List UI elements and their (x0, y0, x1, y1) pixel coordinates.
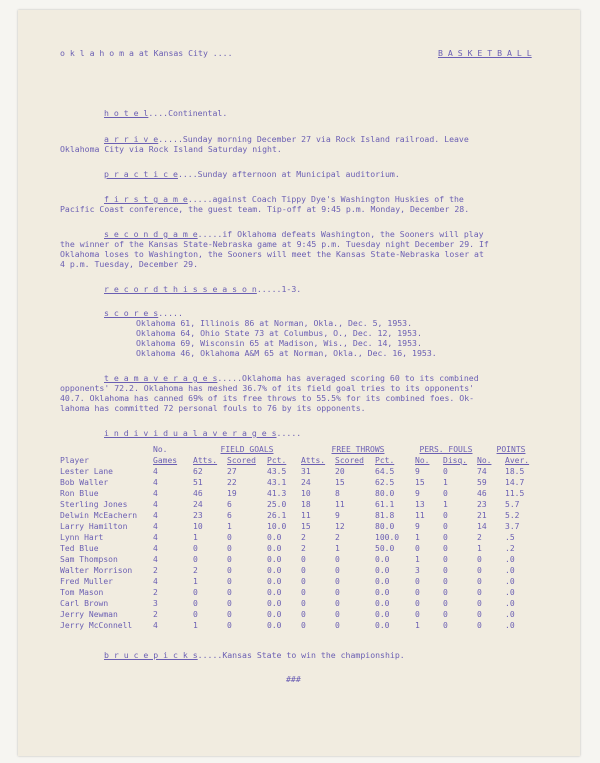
ft-atts-cell: 0 (301, 577, 306, 586)
table-row (60, 554, 545, 565)
ft-pct-cell: 80.0 (375, 522, 395, 531)
ft-atts-cell: 2 (301, 533, 306, 542)
fg-scored-cell: 22 (227, 478, 237, 487)
fg-scored-cell: 27 (227, 467, 237, 476)
header-right: B A S K E T B A L L (438, 48, 532, 58)
pf-no-cell: 1 (415, 555, 420, 564)
fg-pct-cell: 43.1 (267, 478, 287, 487)
second-game-line-2: the winner of the Kansas State-Nebraska game at 9:45 p.m. Tuesday night December 29. If (60, 239, 489, 249)
score-item: Oklahoma 46, Oklahoma A&M 65 at Norman, Okla., Dec. 16, 1953. (136, 348, 437, 358)
player-cell: Walter Morrison (60, 566, 133, 575)
pf-disq-header: Disq. (443, 456, 468, 465)
ft-atts-cell: 11 (301, 511, 311, 520)
fg-atts-cell: 23 (193, 511, 203, 520)
pf-disq-cell: 1 (443, 478, 448, 487)
pf-no-cell: 0 (415, 544, 420, 553)
record-line: r e c o r d t h i s s e a s o n.....1-3. (104, 284, 302, 294)
ft-scored-cell: 9 (335, 511, 340, 520)
pts-no-cell: 74 (477, 467, 487, 476)
bruce-picks-label: b r u c e p i c k s (104, 650, 198, 660)
end-mark: ### (286, 674, 301, 684)
games-cell: 4 (153, 555, 158, 564)
pts-aver-cell: 14.7 (505, 478, 525, 487)
team-averages-line-3: 40.7. Oklahoma has canned 69% of its free throws to 55.5% for its combined foes. Ok- (60, 393, 475, 403)
games-cell: 4 (153, 533, 158, 542)
fg-atts-cell: 24 (193, 500, 203, 509)
pts-no-cell: 0 (477, 599, 482, 608)
ft-pct-cell: 0.0 (375, 599, 390, 608)
player-cell: Fred Muller (60, 577, 113, 586)
fg-pct-header: Pct. (267, 456, 287, 465)
pts-aver-cell: .0 (505, 566, 515, 575)
games-cell: 4 (153, 544, 158, 553)
ft-scored-cell: 12 (335, 522, 345, 531)
table-row (60, 565, 545, 576)
ft-atts-cell: 18 (301, 500, 311, 509)
ft-scored-cell: 0 (335, 610, 340, 619)
games-cell: 4 (153, 522, 158, 531)
ft-scored-cell: 0 (335, 577, 340, 586)
fg-pct-cell: 0.0 (267, 588, 282, 597)
pts-no-cell: 23 (477, 500, 487, 509)
score-item: Oklahoma 61, Illinois 86 at Norman, Okla., Dec. 5, 1953. (136, 318, 413, 328)
table-row (60, 477, 545, 488)
pf-no-cell: 0 (415, 610, 420, 619)
second-game-line-3: Oklahoma loses to Washington, the Sooners will meet the Kansas State-Nebraska loser at (60, 249, 484, 259)
team-averages-line-1: t e a m a v e r a g e s.....Oklahoma has averaged scoring 60 to its combined (104, 373, 479, 383)
games-cell: 4 (153, 511, 158, 520)
ft-atts-header: Atts. (301, 456, 326, 465)
player-cell: Sam Thompson (60, 555, 118, 564)
ft-pct-cell: 64.5 (375, 467, 395, 476)
games-cell: 3 (153, 599, 158, 608)
fg-scored-cell: 0 (227, 599, 232, 608)
fg-scored-cell: 0 (227, 555, 232, 564)
pts-no-cell: 0 (477, 588, 482, 597)
pf-disq-cell: 0 (443, 610, 448, 619)
fg-scored-cell: 6 (227, 500, 232, 509)
pf-disq-cell: 0 (443, 588, 448, 597)
fg-pct-cell: 0.0 (267, 555, 282, 564)
individual-averages-line: i n d i v i d u a l a v e r a g e s..... (104, 428, 302, 438)
score-item: Oklahoma 69, Wisconsin 65 at Madison, Wis., Dec. 14, 1953. (136, 338, 422, 348)
pf-disq-cell: 0 (443, 467, 448, 476)
pf-disq-cell: 0 (443, 621, 448, 630)
fg-scored-cell: 0 (227, 577, 232, 586)
games-cell: 2 (153, 588, 158, 597)
ft-atts-cell: 0 (301, 566, 306, 575)
table-row (60, 488, 545, 499)
games-cell: 2 (153, 566, 158, 575)
pts-no-cell: 2 (477, 533, 482, 542)
individual-stats-table (60, 444, 545, 631)
fg-pct-cell: 0.0 (267, 599, 282, 608)
ft-pct-cell: 61.1 (375, 500, 395, 509)
fg-scored-cell: 0 (227, 588, 232, 597)
second-game-line-4: 4 p.m. Tuesday, December 29. (60, 259, 199, 269)
individual-averages-label: i n d i v i d u a l a v e r a g e s (104, 428, 277, 438)
pts-aver-cell: .0 (505, 599, 515, 608)
table-row (60, 609, 545, 620)
ft-atts-cell: 24 (301, 478, 311, 487)
pf-no-cell: 9 (415, 522, 420, 531)
games-cell: 2 (153, 610, 158, 619)
fg-scored-cell: 6 (227, 511, 232, 520)
hotel-line: h o t e l....Continental. (104, 108, 228, 118)
pts-aver-cell: .2 (505, 544, 515, 553)
fg-scored-cell: 0 (227, 566, 232, 575)
pts-aver-cell: .0 (505, 588, 515, 597)
free-throws-header: FREE THROWS (331, 445, 385, 454)
games-header: Games (153, 456, 178, 465)
pts-aver-cell: 5.2 (505, 511, 520, 520)
personal-fouls-header: PERS. FOULS (419, 445, 473, 454)
fg-pct-cell: 0.0 (267, 533, 282, 542)
pts-no-cell: 1 (477, 544, 482, 553)
ft-atts-cell: 31 (301, 467, 311, 476)
practice-label: p r a c t i c e (104, 169, 178, 179)
ft-atts-cell: 0 (301, 588, 306, 597)
ft-scored-cell: 0 (335, 566, 340, 575)
pf-disq-cell: 0 (443, 522, 448, 531)
bruce-picks-line: b r u c e p i c k s.....Kansas State to win the championship. (104, 650, 405, 660)
pf-disq-cell: 1 (443, 500, 448, 509)
pf-no-cell: 1 (415, 533, 420, 542)
team-averages-line-4: lahoma has committed 72 personal fouls to 76 by its opponents. (60, 403, 366, 413)
ft-scored-cell: 1 (335, 544, 340, 553)
pf-no-cell: 13 (415, 500, 425, 509)
player-cell: Ron Blue (60, 489, 99, 498)
pts-aver-cell: 5.7 (505, 500, 520, 509)
pf-no-cell: 9 (415, 489, 420, 498)
document-page (18, 10, 580, 756)
scores-line: s c o r e s..... (104, 308, 183, 318)
fg-atts-cell: 1 (193, 533, 198, 542)
score-item: Oklahoma 64, Ohio State 73 at Columbus, O., Dec. 12, 1953. (136, 328, 422, 338)
pf-disq-cell: 0 (443, 599, 448, 608)
player-cell: Ted Blue (60, 544, 99, 553)
fg-atts-cell: 10 (193, 522, 203, 531)
arrive-line-1: a r r i v e.....Sunday morning December 27 via Rock Island railroad. Leave (104, 134, 469, 144)
team-averages-label: t e a m a v e r a g e s (104, 373, 218, 383)
table-row (60, 587, 545, 598)
pts-no-cell: 0 (477, 555, 482, 564)
player-cell: Carl Brown (60, 599, 109, 608)
second-game-label: s e c o n d g a m e (104, 229, 198, 239)
ft-pct-cell: 0.0 (375, 610, 390, 619)
fg-atts-cell: 0 (193, 544, 198, 553)
fg-scored-cell: 0 (227, 533, 232, 542)
games-cell: 4 (153, 621, 158, 630)
ft-scored-cell: 20 (335, 467, 345, 476)
player-cell: Bob Waller (60, 478, 109, 487)
fg-pct-cell: 0.0 (267, 566, 282, 575)
pf-disq-cell: 0 (443, 577, 448, 586)
team-averages-line-2: opponents' 72.2. Oklahoma has meshed 36.7% of its field goal tries to its opponents' (60, 383, 475, 393)
points-header: POINTS (496, 445, 526, 454)
pf-no-cell: 0 (415, 599, 420, 608)
fg-scored-cell: 1 (227, 522, 232, 531)
pf-no-cell: 1 (415, 621, 420, 630)
fg-atts-cell: 51 (193, 478, 203, 487)
pts-no-cell: 0 (477, 566, 482, 575)
fg-pct-cell: 0.0 (267, 621, 282, 630)
record-label: r e c o r d t h i s s e a s o n (104, 284, 257, 294)
ft-scored-cell: 11 (335, 500, 345, 509)
first-game-line-2: Pacific Coast conference, the guest team. Tip-off at 9:45 p.m. Monday, December 28. (60, 204, 470, 214)
fg-pct-cell: 0.0 (267, 610, 282, 619)
fg-pct-cell: 0.0 (267, 544, 282, 553)
fg-pct-cell: 10.0 (267, 522, 287, 531)
fg-atts-cell: 0 (193, 610, 198, 619)
table-row (60, 466, 545, 477)
player-cell: Lester Lane (60, 467, 113, 476)
table-row (60, 532, 545, 543)
pf-disq-cell: 0 (443, 566, 448, 575)
player-cell: Delwin McEachern (60, 511, 138, 520)
no-header: No. (153, 445, 168, 454)
ft-scored-cell: 0 (335, 588, 340, 597)
pf-no-cell: 11 (415, 511, 425, 520)
ft-pct-header: Pct. (375, 456, 395, 465)
fg-atts-cell: 0 (193, 599, 198, 608)
player-cell: Lynn Hart (60, 533, 104, 542)
player-cell: Larry Hamilton (60, 522, 128, 531)
fg-scored-cell: 0 (227, 544, 232, 553)
table-header-row-1 (60, 444, 545, 455)
ft-scored-cell: 0 (335, 599, 340, 608)
pts-aver-cell: .0 (505, 555, 515, 564)
arrive-line-2: Oklahoma City via Rock Island Saturday night. (60, 144, 282, 154)
arrive-label: a r r i v e (104, 134, 159, 144)
fg-pct-cell: 26.1 (267, 511, 287, 520)
pts-no-cell: 0 (477, 610, 482, 619)
pf-no-cell: 3 (415, 566, 420, 575)
player-cell: Tom Mason (60, 588, 104, 597)
ft-atts-cell: 0 (301, 610, 306, 619)
ft-scored-header: Scored (335, 456, 364, 465)
games-cell: 4 (153, 577, 158, 586)
pf-disq-cell: 0 (443, 533, 448, 542)
pts-no-cell: 59 (477, 478, 487, 487)
fg-atts-cell: 0 (193, 588, 198, 597)
ft-pct-cell: 81.8 (375, 511, 395, 520)
ft-atts-cell: 0 (301, 621, 306, 630)
pts-no-cell: 14 (477, 522, 487, 531)
table-header-row-2 (60, 455, 545, 466)
table-row (60, 543, 545, 554)
table-row (60, 576, 545, 587)
ft-pct-cell: 0.0 (375, 555, 390, 564)
pf-disq-cell: 0 (443, 555, 448, 564)
pts-aver-cell: .0 (505, 610, 515, 619)
fg-atts-cell: 62 (193, 467, 203, 476)
ft-atts-cell: 10 (301, 489, 311, 498)
pts-aver-cell: .0 (505, 577, 515, 586)
table-row (60, 521, 545, 532)
fg-atts-cell: 46 (193, 489, 203, 498)
ft-scored-cell: 8 (335, 489, 340, 498)
fg-atts-cell: 1 (193, 577, 198, 586)
ft-pct-cell: 80.0 (375, 489, 395, 498)
fg-pct-cell: 43.5 (267, 467, 287, 476)
ft-pct-cell: 0.0 (375, 621, 390, 630)
pf-disq-cell: 0 (443, 544, 448, 553)
pts-aver-cell: .0 (505, 621, 515, 630)
practice-line: p r a c t i c e....Sunday afternoon at Municipal auditorium. (104, 169, 400, 179)
ft-pct-cell: 50.0 (375, 544, 395, 553)
games-cell: 4 (153, 478, 158, 487)
ft-pct-cell: 62.5 (375, 478, 395, 487)
ft-pct-cell: 100.0 (375, 533, 400, 542)
ft-atts-cell: 0 (301, 555, 306, 564)
header-left: o k l a h o m a at Kansas City .... (60, 48, 233, 58)
ft-atts-cell: 0 (301, 599, 306, 608)
pts-aver-cell: 3.7 (505, 522, 520, 531)
fg-pct-cell: 41.3 (267, 489, 287, 498)
field-goals-header: FIELD GOALS (220, 445, 274, 454)
pf-no-cell: 0 (415, 588, 420, 597)
player-cell: Jerry Newman (60, 610, 118, 619)
player-cell: Sterling Jones (60, 500, 128, 509)
pts-no-cell: 0 (477, 577, 482, 586)
fg-pct-cell: 25.0 (267, 500, 287, 509)
pts-aver-cell: 11.5 (505, 489, 525, 498)
table-row (60, 510, 545, 521)
ft-atts-cell: 2 (301, 544, 306, 553)
fg-atts-header: Atts. (193, 456, 218, 465)
pts-aver-cell: 18.5 (505, 467, 525, 476)
games-cell: 4 (153, 500, 158, 509)
table-row (60, 598, 545, 609)
table-body (60, 466, 545, 631)
pts-no-cell: 0 (477, 621, 482, 630)
player-cell: Jerry McConnell (60, 621, 133, 630)
player-header: Player (60, 456, 89, 465)
scores-label: s c o r e s (104, 308, 159, 318)
pts-no-cell: 46 (477, 489, 487, 498)
pf-no-cell: 0 (415, 577, 420, 586)
second-game-line-1: s e c o n d g a m e.....if Oklahoma defeats Washington, the Sooners will play (104, 229, 484, 239)
fg-pct-cell: 0.0 (267, 577, 282, 586)
pts-no-header: No. (477, 456, 492, 465)
pf-no-cell: 9 (415, 467, 420, 476)
ft-scored-cell: 0 (335, 555, 340, 564)
ft-scored-cell: 2 (335, 533, 340, 542)
fg-scored-header: Scored (227, 456, 256, 465)
pf-no-cell: 15 (415, 478, 425, 487)
fg-scored-cell: 0 (227, 610, 232, 619)
fg-atts-cell: 0 (193, 555, 198, 564)
ft-scored-cell: 15 (335, 478, 345, 487)
pts-aver-header: Aver. (505, 456, 530, 465)
first-game-line-1: f i r s t g a m e.....against Coach Tippy Dye's Washington Huskies of the (104, 194, 464, 204)
pts-no-cell: 21 (477, 511, 487, 520)
fg-scored-cell: 19 (227, 489, 237, 498)
first-game-label: f i r s t g a m e (104, 194, 188, 204)
ft-pct-cell: 0.0 (375, 577, 390, 586)
fg-scored-cell: 0 (227, 621, 232, 630)
ft-pct-cell: 0.0 (375, 588, 390, 597)
hotel-label: h o t e l (104, 108, 149, 118)
pf-disq-cell: 0 (443, 489, 448, 498)
pf-disq-cell: 0 (443, 511, 448, 520)
fg-atts-cell: 2 (193, 566, 198, 575)
ft-scored-cell: 0 (335, 621, 340, 630)
games-cell: 4 (153, 489, 158, 498)
ft-atts-cell: 15 (301, 522, 311, 531)
games-cell: 4 (153, 467, 158, 476)
pts-aver-cell: .5 (505, 533, 515, 542)
table-row (60, 499, 545, 510)
pf-no-header: No. (415, 456, 430, 465)
fg-atts-cell: 1 (193, 621, 198, 630)
ft-pct-cell: 0.0 (375, 566, 390, 575)
table-row (60, 620, 545, 631)
